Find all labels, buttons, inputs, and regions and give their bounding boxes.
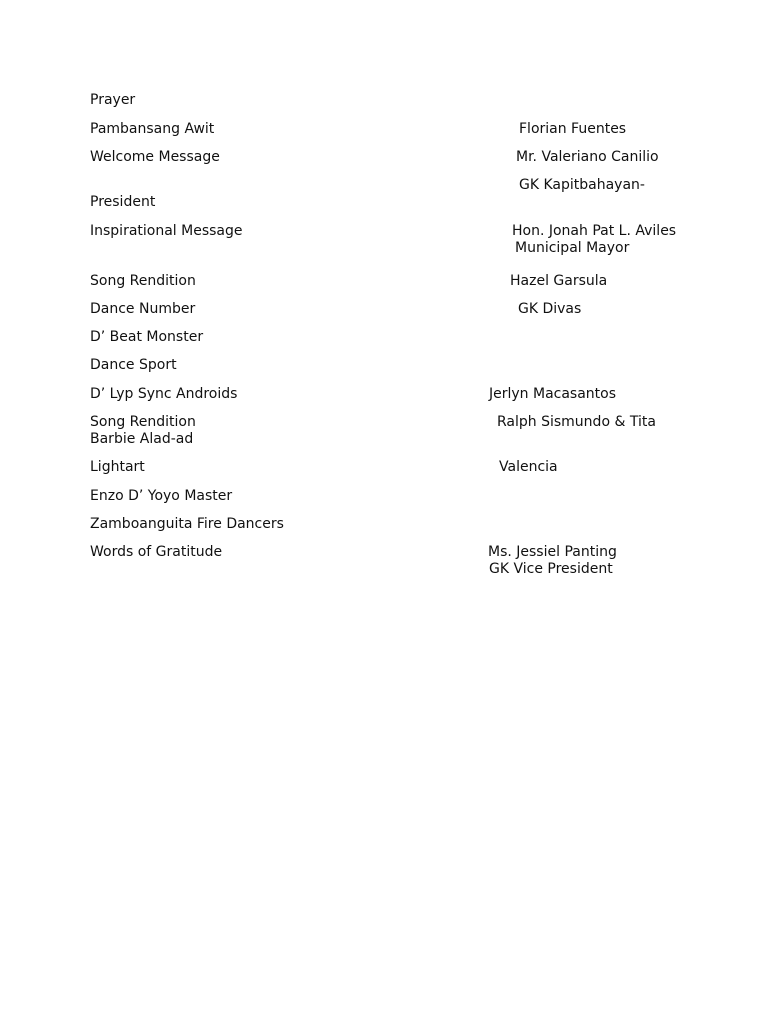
item-dance-sport: Dance Sport xyxy=(90,357,177,373)
speaker-inspirational-title: Municipal Mayor xyxy=(515,240,630,256)
performer-lightart: Valencia xyxy=(499,459,558,475)
item-dance-number: Dance Number xyxy=(90,301,196,317)
speaker-inspirational-message: Hon. Jonah Pat L. Aviles xyxy=(512,223,677,239)
performer-pambansang-awit: Florian Fuentes xyxy=(519,121,627,137)
item-words-of-gratitude: Words of Gratitude xyxy=(90,544,223,560)
item-welcome-message: Welcome Message xyxy=(90,149,220,165)
item-lyp-sync: D’ Lyp Sync Androids xyxy=(90,386,238,402)
speaker-welcome-title: GK Kapitbahayan- xyxy=(519,177,645,193)
item-fire-dancers: Zamboanguita Fire Dancers xyxy=(90,516,284,532)
performer-dance-number: GK Divas xyxy=(518,301,582,317)
speaker-words-of-gratitude: Ms. Jessiel Panting xyxy=(488,544,617,560)
item-prayer: Prayer xyxy=(90,92,136,108)
speaker-welcome-title-continued: President xyxy=(90,194,156,210)
speaker-welcome-message: Mr. Valeriano Canilio xyxy=(516,149,659,165)
speaker-words-of-gratitude-title: GK Vice President xyxy=(489,561,613,577)
item-song-rendition-2: Song Rendition xyxy=(90,414,196,430)
performer-song-rendition-2-continued: Barbie Alad-ad xyxy=(90,431,194,447)
item-song-rendition-1: Song Rendition xyxy=(90,273,196,289)
item-yoyo-master: Enzo D’ Yoyo Master xyxy=(90,488,233,504)
item-beat-monster: D’ Beat Monster xyxy=(90,329,204,345)
item-inspirational-message: Inspirational Message xyxy=(90,223,243,239)
performer-lyp-sync: Jerlyn Macasantos xyxy=(489,386,617,402)
performer-song-rendition-2: Ralph Sismundo & Tita xyxy=(497,414,656,430)
performer-song-rendition-1: Hazel Garsula xyxy=(510,273,608,289)
item-lightart: Lightart xyxy=(90,459,145,475)
item-pambansang-awit: Pambansang Awit xyxy=(90,121,215,137)
